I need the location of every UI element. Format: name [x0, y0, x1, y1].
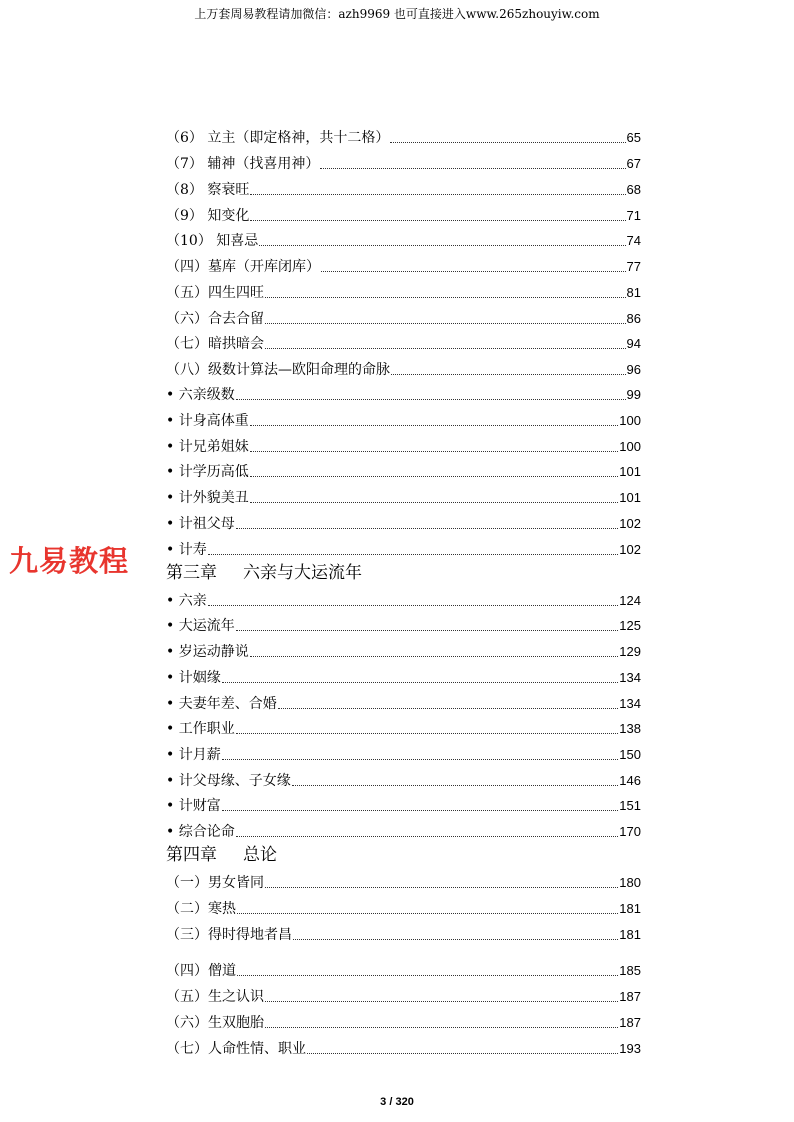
- toc-entry-page: 101: [619, 490, 641, 505]
- toc-entry-page: 100: [619, 413, 641, 428]
- toc-entry-title: （8） 察衰旺: [166, 182, 250, 198]
- toc-entry-title: • 计父母缘、子女缘: [166, 773, 291, 789]
- toc-entry: [166, 667, 641, 687]
- toc-entry-title: • 计学历高低: [166, 464, 249, 480]
- dot-leader: [250, 656, 619, 657]
- dot-leader: [265, 297, 626, 298]
- toc-entry-title: • 计财富: [166, 798, 221, 814]
- toc-entry: [166, 924, 641, 944]
- toc-entry: [166, 872, 641, 892]
- toc-entry-page: 67: [626, 156, 641, 171]
- toc-entry-title: （六）生双胞胎: [166, 1015, 264, 1031]
- toc-entry-page: 151: [619, 798, 641, 813]
- toc-entry: [166, 384, 641, 404]
- toc-entry-title: （10） 知喜忌: [166, 233, 259, 249]
- toc-entry: [166, 256, 641, 276]
- dot-leader: [237, 913, 618, 914]
- toc-entry: [166, 308, 641, 328]
- dot-leader: [265, 348, 626, 349]
- toc-entry: [166, 770, 641, 790]
- chapter-number: 第三章: [166, 563, 217, 583]
- dot-leader: [222, 759, 619, 760]
- dot-leader: [265, 887, 618, 888]
- chapter-heading: [166, 562, 362, 584]
- toc-entry-title: （五）生之认识: [166, 989, 264, 1005]
- chapter-title: 总论: [243, 845, 277, 865]
- toc-entry: [166, 230, 641, 250]
- dot-leader: [320, 168, 625, 169]
- dot-leader: [236, 630, 619, 631]
- toc-entry-page: 185: [619, 963, 641, 978]
- toc-entry-page: 74: [626, 233, 641, 248]
- toc-entry-title: （七）暗拱暗会: [166, 336, 264, 352]
- toc-entry-page: 187: [619, 989, 641, 1004]
- toc-entry: [166, 986, 641, 1006]
- toc-entry: [166, 718, 641, 738]
- toc-entry-title: • 计祖父母: [166, 516, 235, 532]
- toc-entry-title: （四）墓库（开库闭库）: [166, 259, 320, 275]
- toc-entry-page: 125: [619, 618, 641, 633]
- toc-entry-title: （八）级数计算法—欧阳命理的命脉: [166, 362, 390, 378]
- toc-entry: [166, 359, 641, 379]
- dot-leader: [208, 605, 619, 606]
- toc-entry-page: 102: [619, 516, 641, 531]
- dot-leader: [391, 374, 626, 375]
- toc-entry-title: • 综合论命: [166, 824, 235, 840]
- toc-entry-page: 181: [619, 901, 641, 916]
- toc-entry: [166, 333, 641, 353]
- toc-entry-title: • 计姻缘: [166, 670, 221, 686]
- toc-entry-title: • 计兄弟姐妹: [166, 439, 249, 455]
- dot-leader: [236, 528, 619, 529]
- toc-entry-page: 71: [626, 208, 641, 223]
- toc-entry-title: • 岁运动静说: [166, 644, 249, 660]
- toc-entry-title: （三）得时得地者昌: [166, 927, 292, 943]
- toc-entry: [166, 590, 641, 610]
- toc-entry-page: 65: [626, 130, 641, 145]
- toc-entry-page: 77: [626, 259, 641, 274]
- toc-entry: [166, 179, 641, 199]
- toc-entry: [166, 744, 641, 764]
- toc-entry-title: （9） 知变化: [166, 208, 250, 224]
- toc-entry-page: 99: [626, 387, 641, 402]
- dot-leader: [236, 733, 619, 734]
- toc-entry-page: 101: [619, 464, 641, 479]
- dot-leader: [390, 142, 625, 143]
- toc-entry-page: 94: [626, 336, 641, 351]
- toc-entry-title: （六）合去合留: [166, 311, 264, 327]
- dot-leader: [250, 451, 619, 452]
- toc-entry-title: • 六亲级数: [166, 387, 235, 403]
- toc-entry: [166, 127, 641, 147]
- toc-entry-page: 68: [626, 182, 641, 197]
- dot-leader: [265, 1001, 618, 1002]
- toc-entry-title: （一）男女皆同: [166, 875, 264, 891]
- chapter-number: 第四章: [166, 845, 217, 865]
- dot-leader: [265, 1027, 618, 1028]
- toc-entry: [166, 898, 641, 918]
- toc-entry-page: 134: [619, 696, 641, 711]
- toc-entry-title: （四）僧道: [166, 963, 236, 979]
- toc-entry-page: 134: [619, 670, 641, 685]
- toc-entry-title: • 计月薪: [166, 747, 221, 763]
- toc-entry: [166, 615, 641, 635]
- toc-entry: [166, 410, 641, 430]
- dot-leader: [250, 220, 625, 221]
- dot-leader: [250, 194, 625, 195]
- toc-entry-title: （6） 立主（即定格神，共十二格）: [166, 130, 390, 146]
- dot-leader: [250, 425, 619, 426]
- dot-leader: [208, 554, 619, 555]
- toc-entry-title: • 计身高体重: [166, 413, 249, 429]
- toc-entry-page: 81: [626, 285, 641, 300]
- page-header: 上万套周易教程请加微信：azh9969 也可直接进入www.265zhouyiw.com: [194, 7, 600, 21]
- toc-entry: [166, 641, 641, 661]
- toc-entry: [166, 153, 641, 173]
- toc-entry-page: 170: [619, 824, 641, 839]
- toc-entry: [166, 436, 641, 456]
- toc-entry: [166, 960, 641, 980]
- toc-entry-title: • 夫妻年差、合婚: [166, 696, 277, 712]
- dot-leader: [236, 399, 626, 400]
- toc-entry: [166, 1012, 641, 1032]
- chapter-title: 六亲与大运流年: [243, 563, 362, 583]
- dot-leader: [259, 245, 625, 246]
- toc-entry-page: 193: [619, 1041, 641, 1056]
- toc-entry-title: （七）人命性情、职业: [166, 1041, 306, 1057]
- toc-entry-page: 150: [619, 747, 641, 762]
- toc-entry-page: 86: [626, 311, 641, 326]
- toc-entry-title: • 六亲: [166, 593, 207, 609]
- toc-entry: [166, 821, 641, 841]
- toc-entry: [166, 693, 641, 713]
- toc-entry-page: 102: [619, 542, 641, 557]
- toc-entry-title: • 工作职业: [166, 721, 235, 737]
- dot-leader: [250, 502, 619, 503]
- toc-entry-title: （二）寒热: [166, 901, 236, 917]
- toc-entry: [166, 539, 641, 559]
- toc-entry-page: 187: [619, 1015, 641, 1030]
- toc-entry-page: 100: [619, 439, 641, 454]
- toc-entry: [166, 1038, 641, 1058]
- toc-entry: [166, 795, 641, 815]
- toc-entry-page: 180: [619, 875, 641, 890]
- toc-entry: [166, 205, 641, 225]
- toc-entry-title: • 大运流年: [166, 618, 235, 634]
- watermark-logo-text: 九易教程: [9, 544, 130, 578]
- toc-entry-page: 146: [619, 773, 641, 788]
- toc-entry: [166, 487, 641, 507]
- dot-leader: [222, 810, 619, 811]
- dot-leader: [321, 271, 626, 272]
- toc-entry: [166, 282, 641, 302]
- page-indicator: 3 / 320: [380, 1096, 414, 1108]
- dot-leader: [307, 1053, 618, 1054]
- toc-entry-title: • 计外貌美丑: [166, 490, 249, 506]
- dot-leader: [292, 785, 619, 786]
- toc-entry-page: 96: [626, 362, 641, 377]
- dot-leader: [237, 975, 618, 976]
- dot-leader: [222, 682, 619, 683]
- toc-entry-page: 181: [619, 927, 641, 942]
- dot-leader: [265, 323, 626, 324]
- toc-entry-page: 138: [619, 721, 641, 736]
- toc-entry: [166, 461, 641, 481]
- dot-leader: [278, 708, 619, 709]
- dot-leader: [293, 939, 618, 940]
- dot-leader: [250, 476, 619, 477]
- toc-entry-page: 124: [619, 593, 641, 608]
- toc-entry-title: • 计寿: [166, 542, 207, 558]
- dot-leader: [236, 836, 619, 837]
- toc-entry-title: （五）四生四旺: [166, 285, 264, 301]
- toc-entry: [166, 513, 641, 533]
- toc-entry-page: 129: [619, 644, 641, 659]
- toc-entry-title: （7） 辅神（找喜用神）: [166, 156, 320, 172]
- chapter-heading: [166, 844, 277, 866]
